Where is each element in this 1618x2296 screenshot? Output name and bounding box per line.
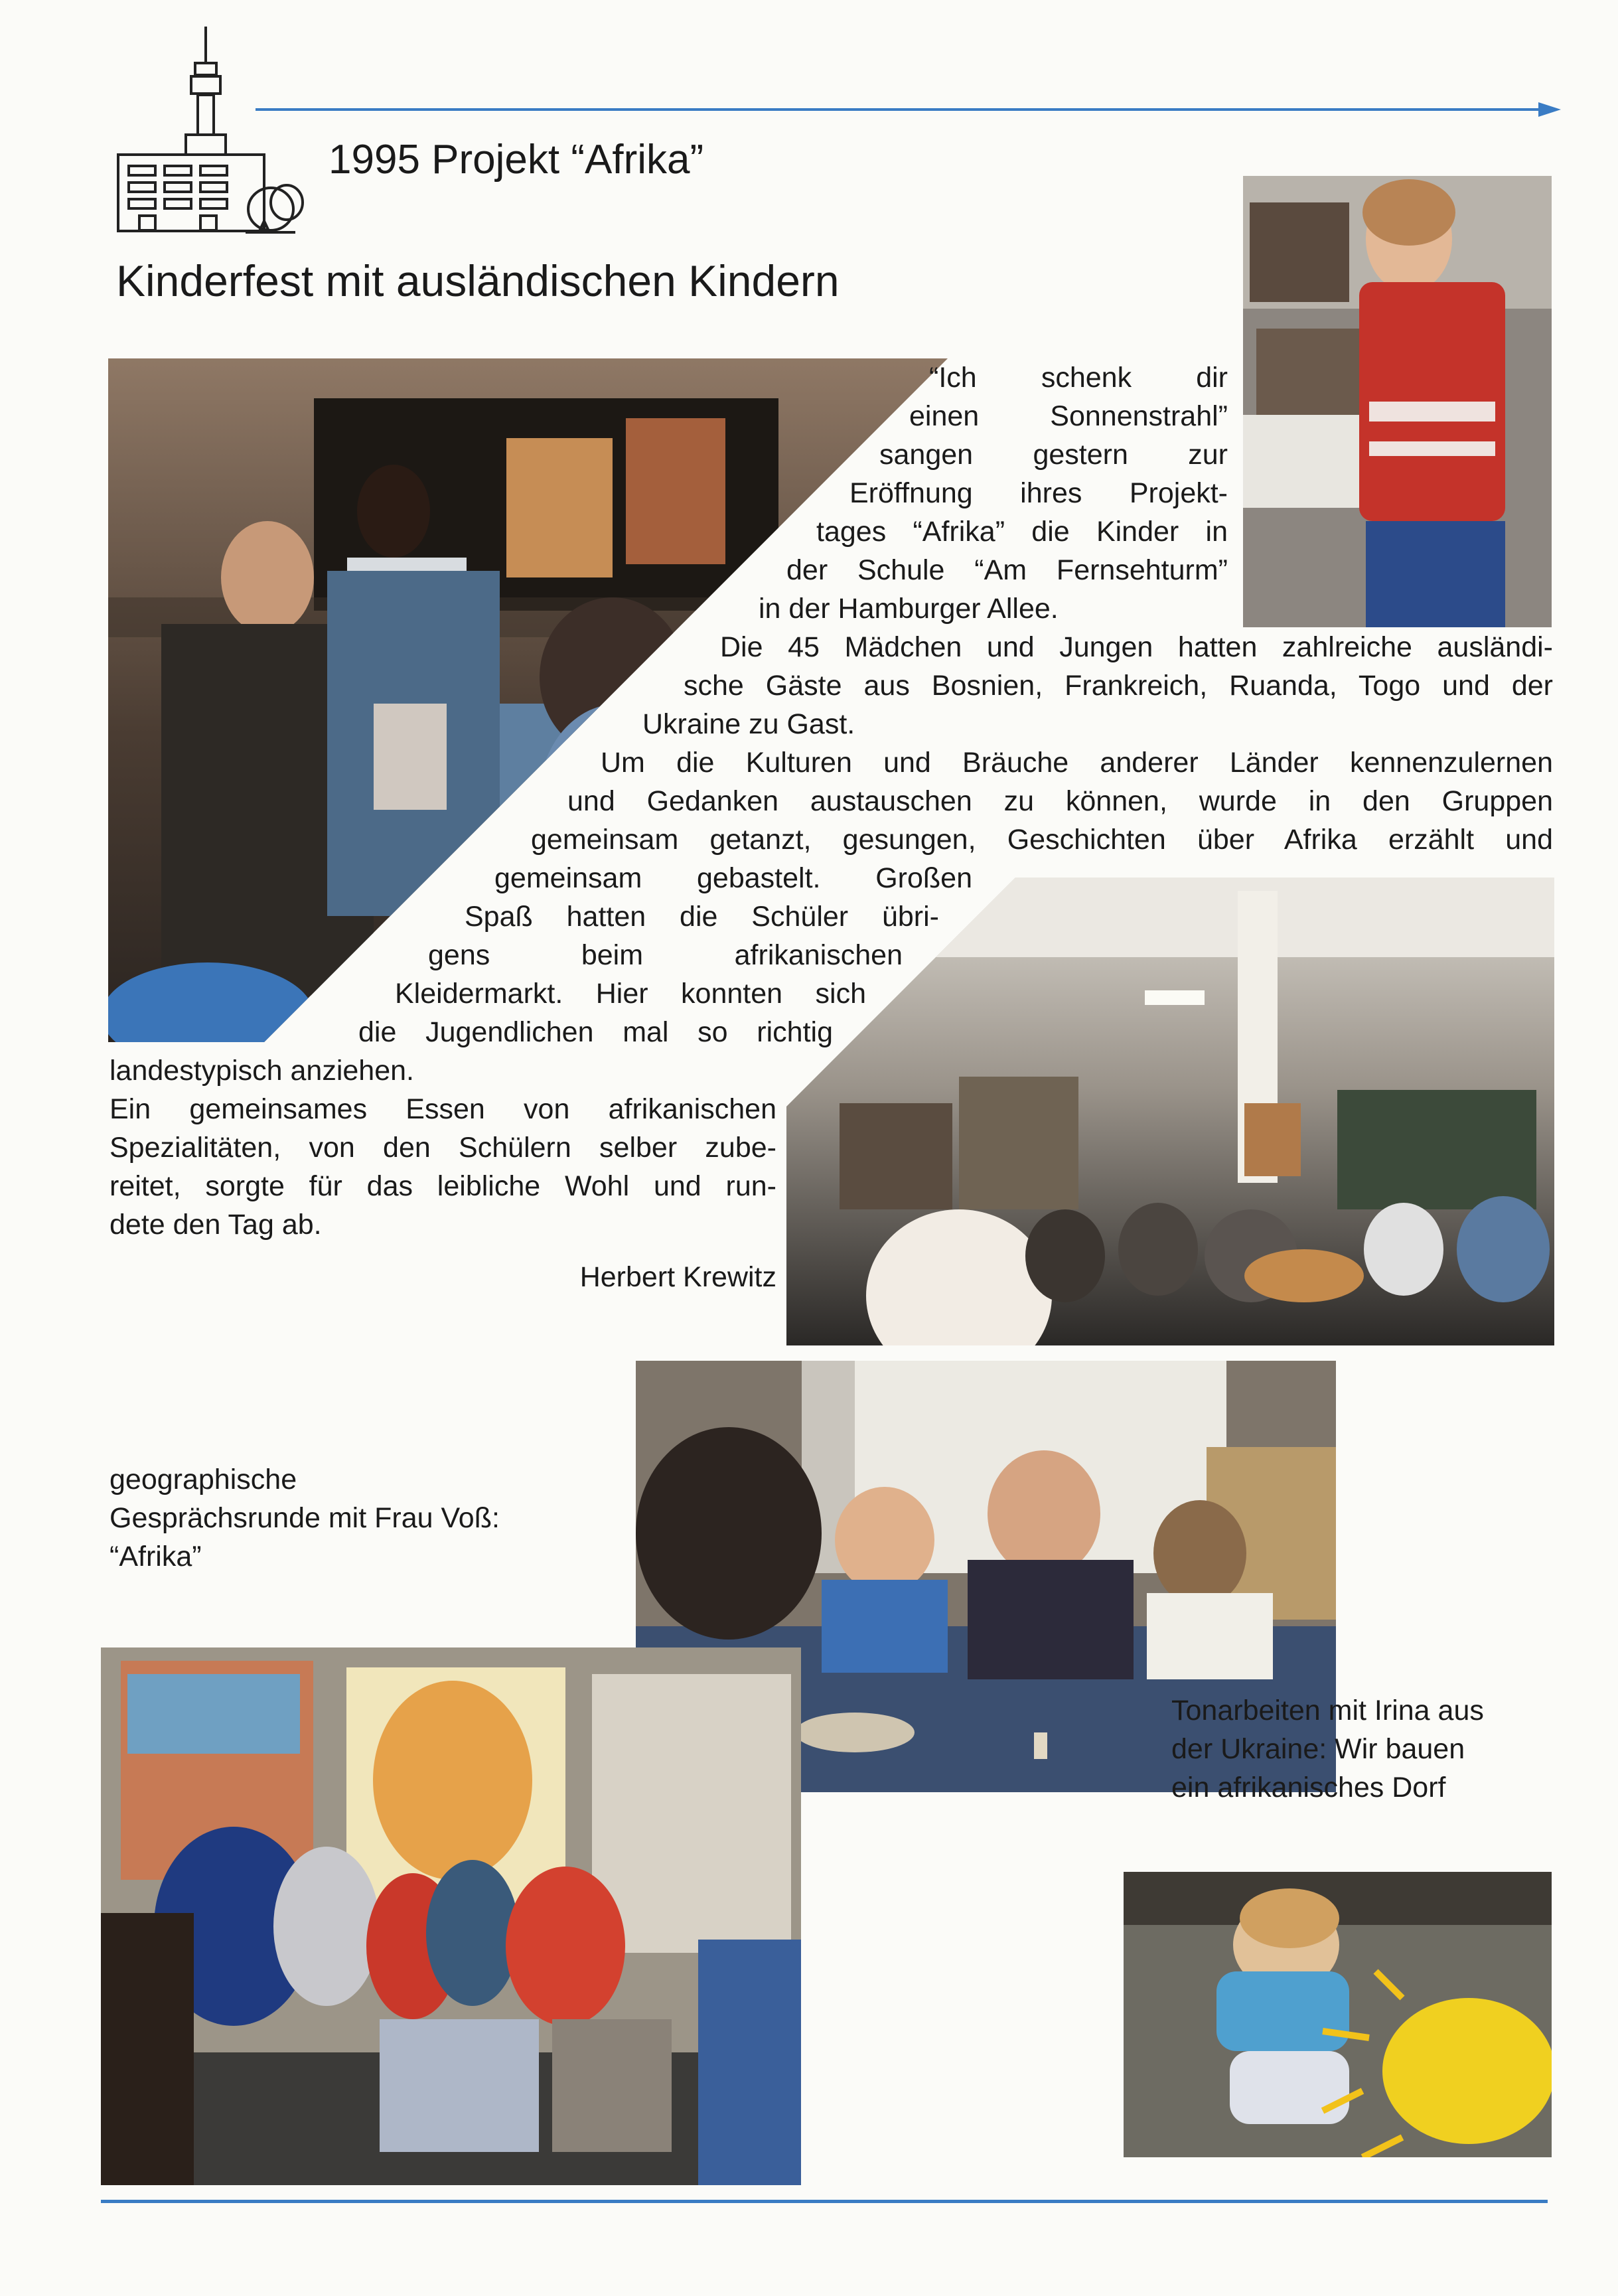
article-line: einen Sonnenstrahl” xyxy=(909,400,1228,432)
caption-pottery xyxy=(1171,1691,1484,1807)
caption-geography xyxy=(110,1460,500,1576)
page-title: 1995 Projekt “Afrika” xyxy=(329,137,704,183)
arrow-right-icon xyxy=(1538,102,1561,117)
article-line: Die 45 Mädchen und Jungen hatten zahlreiche ausländi- xyxy=(720,631,1553,663)
article-line: sche Gäste aus Bosnien, Frankreich, Ruanda, Togo und der xyxy=(684,670,1553,702)
caption-line: geographische xyxy=(110,1464,297,1495)
caption-line: der Ukraine: Wir bauen xyxy=(1171,1733,1465,1765)
article-line: und Gedanken austauschen zu können, wurde in den Gruppen xyxy=(567,785,1553,817)
photo-geography-circle xyxy=(101,1647,801,2185)
top-rule xyxy=(256,108,1540,111)
article-line: gemeinsam getanzt, gesungen, Geschichten über Afrika erzählt und xyxy=(531,824,1553,856)
article-line: tages “Afrika” die Kinder in xyxy=(816,516,1228,548)
page-subtitle: Kinderfest mit ausländischen Kindern xyxy=(116,256,840,305)
bottom-rule xyxy=(101,2200,1548,2203)
caption-line: Gesprächsrunde mit Frau Voß: xyxy=(110,1502,500,1534)
school-tower-logo-icon xyxy=(113,23,312,236)
caption-line: Tonarbeiten mit Irina aus xyxy=(1171,1695,1484,1726)
article-line: in der Hamburger Allee. xyxy=(759,593,1059,625)
article-line: Spezialitäten, von den Schülern selber zube- xyxy=(110,1132,776,1164)
article-line: Ein gemeinsames Essen von afrikanischen xyxy=(110,1093,776,1125)
article-line: gemeinsam gebastelt. Großen xyxy=(494,862,972,894)
article-author: Herbert Krewitz xyxy=(579,1261,776,1293)
article-line: dete den Tag ab. xyxy=(110,1209,322,1241)
article-line: Um die Kulturen und Bräuche anderer Länder kennenzulernen xyxy=(601,747,1553,779)
article-line: “Ich schenk dir xyxy=(929,362,1228,394)
caption-line: “Afrika” xyxy=(110,1541,202,1572)
article-line: Spaß hatten die Schüler übri- xyxy=(465,901,939,933)
article-line: der Schule “Am Fernsehturm” xyxy=(786,554,1228,586)
caption-line: ein afrikanisches Dorf xyxy=(1171,1772,1446,1803)
article-line: Ukraine zu Gast. xyxy=(642,708,855,740)
article-line: sangen gestern zur xyxy=(879,439,1228,471)
article-line: Kleidermarkt. Hier konnten sich xyxy=(395,978,866,1010)
article-line: gens beim afrikanischen xyxy=(428,939,903,971)
photo-yellow-sun xyxy=(1124,1872,1552,2157)
article-line: die Jugendlichen mal so richtig xyxy=(358,1016,833,1048)
article-line: reitet, sorgte für das leibliche Wohl und run- xyxy=(110,1170,776,1202)
article-line: Eröffnung ihres Projekt- xyxy=(849,477,1228,509)
photo-girl-exhibition xyxy=(1243,176,1552,627)
article-line: landestypisch anziehen. xyxy=(110,1055,414,1087)
